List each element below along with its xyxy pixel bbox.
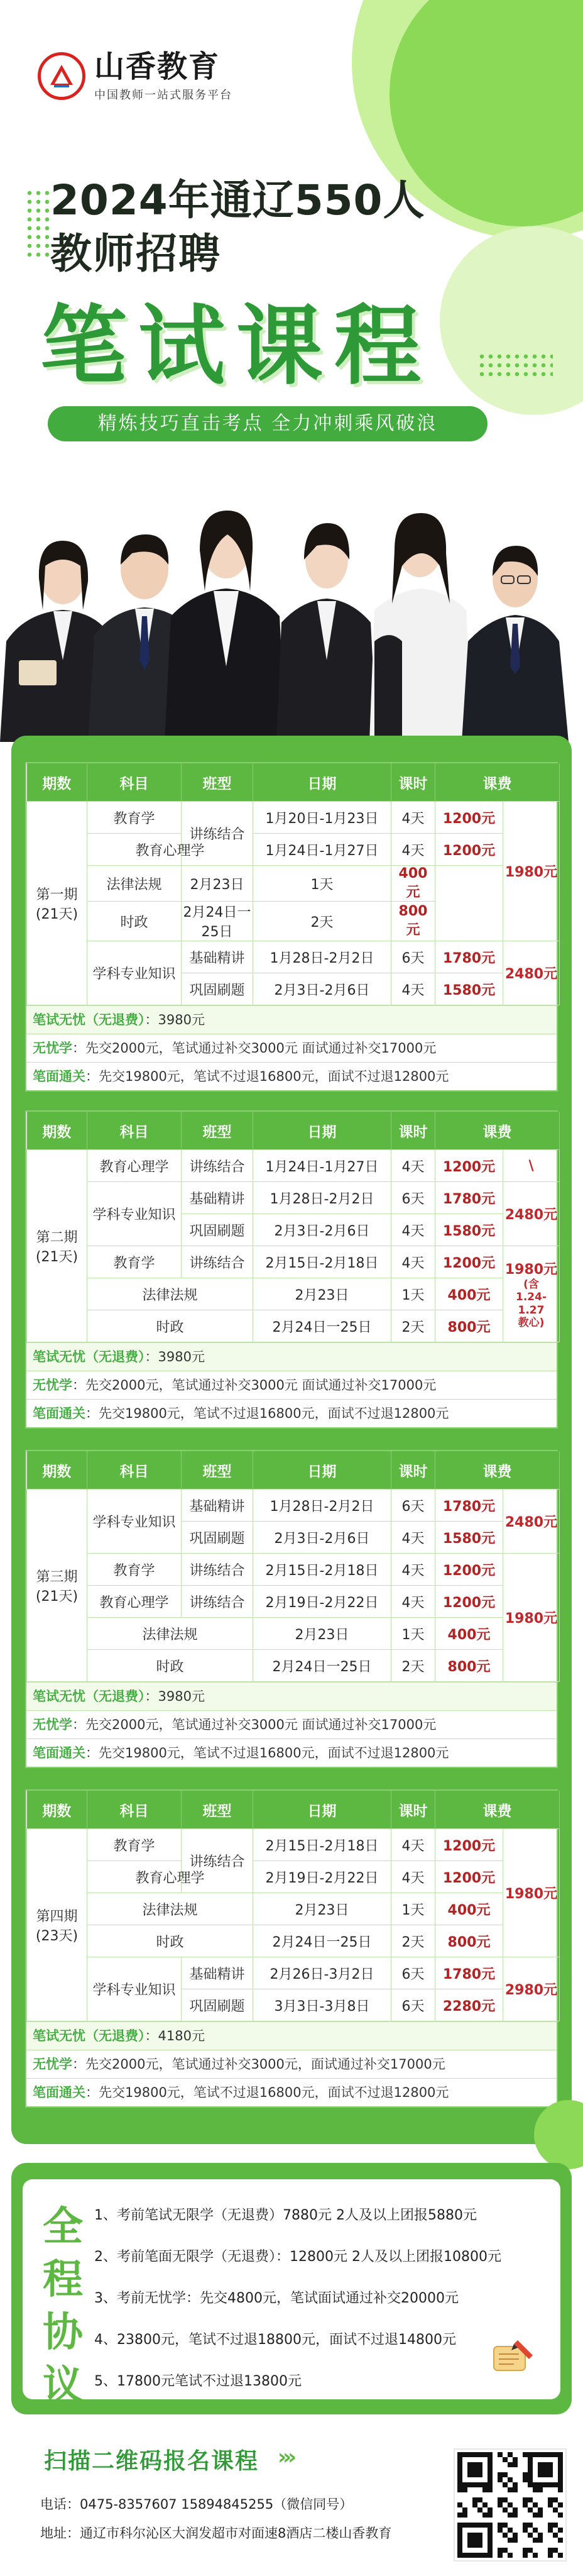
- date-cell: 1月20日-1月23日: [253, 802, 391, 834]
- table-row: [27, 1829, 560, 1861]
- payment-option: [26, 2050, 557, 2078]
- subject-cell: 学科专业知识: [87, 1957, 182, 2021]
- column-header: 课费: [435, 1451, 560, 1490]
- agreement-title: 全 程 协 议: [43, 2204, 83, 2409]
- classtype-cell: 巩固刷题: [182, 1214, 253, 1246]
- table-row: [27, 1861, 560, 1893]
- date-cell: 2月24日一25日: [253, 1925, 391, 1957]
- payment-option-text: ：先交2000元，笔试通过补交3000元 面试通过补交17000元: [72, 1378, 437, 1393]
- payment-option-text: ：先交19800元，笔试不过退16800元，面试不过退12800元: [85, 2085, 449, 2100]
- hours-cell: 2天: [391, 1925, 435, 1957]
- headline-line2: 教师招聘: [50, 229, 221, 278]
- period-days: (21天): [35, 1249, 79, 1265]
- combo-price: 1980元: [504, 1886, 558, 1902]
- fee-cell: 1200元: [435, 1246, 503, 1278]
- date-cell: 2月15日-2月18日: [253, 1554, 391, 1586]
- fee-cell: 1780元: [435, 1957, 503, 1989]
- agreement-item: 1、考前笔试无限学（无退费）7880元 2人及以上团报5880元: [94, 2207, 477, 2223]
- payment-option: [26, 2078, 557, 2106]
- hours-cell: 4天: [391, 1586, 435, 1618]
- column-header: 科目: [87, 1112, 182, 1150]
- payment-option-text: ：先交19800元，笔试不过退16800元，面试不过退12800元: [85, 1069, 449, 1084]
- hours-cell: 6天: [391, 1490, 435, 1522]
- combo-price: 2980元: [504, 1982, 558, 1998]
- fee-cell: 1580元: [435, 1214, 503, 1246]
- date-cell: 2月19日-2月22日: [253, 1861, 391, 1893]
- hours-cell: 2天: [253, 902, 391, 941]
- hours-cell: 4天: [391, 1214, 435, 1246]
- subject-cell: 教育心理学: [87, 834, 253, 866]
- arrows-icon: ›››: [278, 2445, 293, 2470]
- combo-price: 2480元: [504, 966, 558, 982]
- payment-option: [26, 1739, 557, 1767]
- combo-price-cell: [503, 1490, 560, 1554]
- payment-option-label: 无忧学: [33, 1041, 72, 1056]
- course-table: [26, 1791, 560, 2021]
- hours-cell: 2天: [391, 1650, 435, 1682]
- table-row: [27, 1618, 560, 1650]
- combo-price-cell: [503, 1150, 560, 1182]
- date-cell: 2月26日-3月2日: [253, 1957, 391, 1989]
- column-header: 班型: [182, 763, 253, 802]
- fee-cell: 1780元: [435, 1490, 503, 1522]
- scroll-pen-icon: [490, 2334, 537, 2380]
- payment-option-text: ：先交2000元，笔试通过补交3000元 面试通过补交17000元: [72, 1041, 437, 1056]
- subject-cell: 教育学: [87, 1246, 182, 1278]
- combo-price: 2480元: [504, 1515, 558, 1530]
- hours-cell: 1天: [253, 866, 391, 902]
- payment-option-label: 笔试无忧（无退费）: [33, 2028, 145, 2043]
- subject-cell: 时政: [87, 1925, 253, 1957]
- date-cell: 2月19日-2月22日: [253, 1586, 391, 1618]
- date-cell: 2月23日: [253, 1893, 391, 1925]
- period-days: (21天): [35, 1588, 79, 1605]
- classtype-cell: 讲练结合: [182, 1246, 253, 1278]
- classtype-cell: 巩固刷题: [182, 1989, 253, 2021]
- date-cell: 2月23日: [253, 1278, 391, 1310]
- table-header-row: [27, 1112, 560, 1150]
- payment-option-label: 无忧学: [33, 1717, 72, 1732]
- period-table-box: [25, 1110, 558, 1429]
- subject-cell: 时政: [87, 1650, 253, 1682]
- payment-option-label: 无忧学: [33, 2057, 72, 2072]
- course-table: [26, 1112, 560, 1342]
- fee-cell: 800元: [435, 1925, 503, 1957]
- payment-option: [26, 1682, 557, 1710]
- agreement-item: 2、考前笔面无限学（无退费）：12800元 2人及以上团报10800元: [94, 2248, 501, 2265]
- subject-cell: 教育心理学: [87, 1586, 182, 1618]
- table-row: [27, 1893, 560, 1925]
- column-header: 日期: [253, 1112, 391, 1150]
- table-row: [27, 1554, 560, 1586]
- classtype-cell: 基础精讲: [182, 1490, 253, 1522]
- column-header: 科目: [87, 1791, 182, 1829]
- payment-option: [26, 1034, 557, 1062]
- subject-cell: 法律法规: [87, 1618, 253, 1650]
- fee-cell: 1200元: [435, 1861, 503, 1893]
- column-header: 期数: [27, 1791, 87, 1829]
- subject-cell: 法律法规: [87, 1893, 253, 1925]
- combo-price: 1980元: [504, 865, 558, 880]
- payment-option: [26, 2021, 557, 2050]
- payment-option-text: ：3980元: [144, 1689, 205, 1704]
- scan-qr-label: 扫描二维码报名课程: [44, 2448, 259, 2474]
- table-row: [27, 1150, 560, 1182]
- table-row: [27, 1957, 560, 1989]
- brand-name: 山香教育: [94, 49, 221, 84]
- fee-cell: 400元: [435, 1893, 503, 1925]
- classtype-cell: 巩固刷题: [182, 973, 253, 1005]
- payment-option-label: 笔试无忧（无退费）: [33, 1689, 145, 1704]
- combo-price-cell: [503, 1554, 560, 1682]
- date-cell: 1月28日-2月2日: [253, 941, 391, 973]
- hours-cell: 6天: [391, 941, 435, 973]
- headline-title: 笔试课程: [40, 296, 433, 397]
- subject-cell: 法律法规: [87, 866, 182, 902]
- period-days: (21天): [35, 906, 79, 922]
- payment-option-label: 笔面通关: [33, 1406, 85, 1421]
- combo-price: (含: [523, 1278, 539, 1291]
- qr-code[interactable]: [455, 2450, 565, 2560]
- classtype-cell: 讲练结合: [182, 802, 253, 866]
- table-row: [27, 1182, 560, 1214]
- date-cell: 2月3日-2月6日: [253, 973, 391, 1005]
- payment-option-label: 笔面通关: [33, 1745, 85, 1761]
- fee-cell: 1780元: [435, 941, 503, 973]
- period-table-box: [25, 762, 558, 1092]
- fee-cell: 1200元: [435, 1586, 503, 1618]
- date-cell: 2月3日-2月6日: [253, 1522, 391, 1554]
- column-header: 课费: [435, 1791, 560, 1829]
- classtype-cell: 基础精讲: [182, 1957, 253, 1989]
- column-header: 课时: [391, 1112, 435, 1150]
- column-header: 班型: [182, 1112, 253, 1150]
- table-row: [27, 866, 560, 902]
- table-row: [27, 1650, 560, 1682]
- table-header-row: [27, 1791, 560, 1829]
- combo-price: \: [528, 1158, 534, 1174]
- table-row: [27, 1310, 560, 1342]
- payment-option: [26, 1342, 557, 1371]
- column-header: 日期: [253, 1451, 391, 1490]
- subject-cell: 学科专业知识: [87, 1490, 182, 1554]
- hours-cell: 1天: [391, 1278, 435, 1310]
- combo-price-cell: [503, 802, 560, 941]
- date-cell: 2月24日一25日: [182, 902, 253, 941]
- subject-cell: 时政: [87, 1310, 253, 1342]
- table-header-row: [27, 1451, 560, 1490]
- table-header-row: [27, 763, 560, 802]
- table-row: [27, 834, 560, 866]
- headline-line1: 2024年通辽550人: [50, 176, 425, 224]
- fee-cell: 1200元: [435, 1554, 503, 1586]
- date-cell: 1月28日-2月2日: [253, 1490, 391, 1522]
- fee-cell: 1200元: [435, 802, 503, 834]
- payment-option: [26, 1371, 557, 1399]
- hours-cell: 4天: [391, 1829, 435, 1861]
- subject-cell: 教育学: [87, 802, 182, 834]
- contact-info: [40, 2490, 449, 2548]
- payment-option-text: ：先交19800元，笔试不过退16800元，面试不过退12800元: [85, 1406, 449, 1421]
- date-cell: 1月24日-1月27日: [253, 834, 391, 866]
- subject-cell: 教育学: [87, 1829, 182, 1861]
- column-header: 班型: [182, 1451, 253, 1490]
- period-section: [25, 1789, 558, 2108]
- classtype-cell: 讲练结合: [182, 1150, 253, 1182]
- payment-option-label: 笔试无忧（无退费）: [33, 1349, 145, 1364]
- date-cell: 2月3日-2月6日: [253, 1214, 391, 1246]
- period-name: 第四期: [36, 1908, 78, 1925]
- date-cell: 3月3日-3月8日: [253, 1989, 391, 2021]
- column-header: 课时: [391, 1451, 435, 1490]
- classtype-cell: 基础精讲: [182, 941, 253, 973]
- subject-cell: 时政: [87, 902, 182, 941]
- fee-cell: 1780元: [435, 1182, 503, 1214]
- fee-cell: 400元: [435, 1278, 503, 1310]
- column-header: 课费: [435, 763, 560, 802]
- period-name: 第一期: [36, 887, 78, 903]
- table-row: [27, 1246, 560, 1278]
- payment-option-text: ：3980元: [144, 1012, 205, 1027]
- payment-option-text: ：先交2000元，笔试通过补交3000元，面试通过补交17000元: [72, 2057, 445, 2072]
- period-section: [25, 1110, 558, 1429]
- fee-cell: 800元: [391, 902, 435, 941]
- agreement-item: 4、23800元，笔试不过退18800元，面试不过退14800元: [94, 2331, 456, 2348]
- course-table: [26, 763, 560, 1005]
- period-section: [25, 1450, 558, 1768]
- combo-price: 1.24-1.27: [516, 1291, 547, 1317]
- column-header: 班型: [182, 1791, 253, 1829]
- hours-cell: 6天: [391, 1182, 435, 1214]
- classtype-cell: 讲练结合: [182, 1554, 253, 1586]
- table-row: [27, 1490, 560, 1522]
- subject-cell: 学科专业知识: [87, 1182, 182, 1246]
- phone-number[interactable]: 电话：0475-8357607 15894845255（微信同号）: [40, 2497, 353, 2512]
- payment-option-label: 无忧学: [33, 1378, 72, 1393]
- fee-cell: 1200元: [435, 1150, 503, 1182]
- teachers-illustration: [0, 453, 583, 742]
- fee-cell: 1200元: [435, 1829, 503, 1861]
- brand-logo: [38, 50, 232, 102]
- hours-cell: 4天: [391, 1861, 435, 1893]
- subject-cell: 教育心理学: [87, 1150, 182, 1182]
- column-header: 日期: [253, 763, 391, 802]
- combo-price: 2480元: [504, 1207, 558, 1223]
- agreement-item: 5、17800元笔试不过退13800元: [94, 2373, 302, 2389]
- hours-cell: 6天: [391, 1989, 435, 2021]
- bg-dots: [25, 189, 50, 258]
- hours-cell: 6天: [391, 1957, 435, 1989]
- classtype-cell: 讲练结合: [182, 1829, 253, 1893]
- column-header: 期数: [27, 1451, 87, 1490]
- table-row: [27, 1925, 560, 1957]
- period-label: [27, 1150, 87, 1342]
- agreement-list: [94, 2193, 534, 2401]
- combo-price-cell: [503, 941, 560, 1005]
- table-row: [27, 902, 560, 941]
- column-header: 期数: [27, 1112, 87, 1150]
- payment-option-label: 笔试无忧（无退费）: [33, 1012, 145, 1027]
- period-label: [27, 1490, 87, 1682]
- fee-cell: 400元: [391, 866, 435, 902]
- column-header: 课费: [435, 1112, 560, 1150]
- column-header: 科目: [87, 763, 182, 802]
- combo-price: 教心): [518, 1316, 545, 1329]
- period-table-box: [25, 1789, 558, 2108]
- teachers-photo: [0, 453, 583, 742]
- subject-cell: 教育学: [87, 1554, 182, 1586]
- hours-cell: 4天: [391, 1554, 435, 1586]
- date-cell: 2月15日-2月18日: [253, 1829, 391, 1861]
- date-cell: 1月24日-1月27日: [253, 1150, 391, 1182]
- subject-cell: 法律法规: [87, 1278, 253, 1310]
- hours-cell: 4天: [391, 1246, 435, 1278]
- hours-cell: 2天: [391, 1310, 435, 1342]
- period-section: [25, 762, 558, 1092]
- bg-circle: [440, 226, 583, 415]
- table-row: [27, 1278, 560, 1310]
- subject-cell: 教育心理学: [87, 1861, 253, 1893]
- date-cell: 2月15日-2月18日: [253, 1246, 391, 1278]
- fee-cell: 1580元: [435, 1522, 503, 1554]
- column-header: 日期: [253, 1791, 391, 1829]
- combo-price: 1980元: [504, 1611, 558, 1627]
- classtype-cell: 基础精讲: [182, 1182, 253, 1214]
- fee-cell: 400元: [435, 1618, 503, 1650]
- fee-cell: 1580元: [435, 973, 503, 1005]
- logo-icon: [38, 52, 85, 100]
- brand-tagline: 中国教师一站式服务平台: [94, 88, 232, 102]
- table-row: [27, 941, 560, 973]
- date-cell: 2月24日一25日: [253, 1310, 391, 1342]
- payment-option-text: ：先交19800元，笔试不过退16800元，面试不过退12800元: [85, 1745, 449, 1761]
- fee-cell: 800元: [435, 1650, 503, 1682]
- hours-cell: 4天: [391, 1150, 435, 1182]
- column-header: 课时: [391, 1791, 435, 1829]
- combo-price-cell: [503, 1957, 560, 2021]
- hours-cell: 4天: [391, 802, 435, 834]
- slogan-banner: 精炼技巧直击考点 全力冲刺乘风破浪: [48, 406, 488, 441]
- fee-cell: 1200元: [435, 834, 503, 866]
- payment-option: [26, 1710, 557, 1739]
- payment-option: [26, 1399, 557, 1427]
- hours-cell: 1天: [391, 1893, 435, 1925]
- payment-option-text: ：3980元: [144, 1349, 205, 1364]
- payment-option: [26, 1062, 557, 1090]
- column-header: 期数: [27, 763, 87, 802]
- combo-price-cell: [503, 1182, 560, 1246]
- period-days: (23天): [35, 1928, 79, 1944]
- bg-dots: [477, 352, 553, 377]
- classtype-cell: 讲练结合: [182, 1586, 253, 1618]
- period-label: [27, 802, 87, 1005]
- date-cell: 1月28日-2月2日: [253, 1182, 391, 1214]
- fee-cell: 2280元: [435, 1989, 503, 2021]
- period-table-box: [25, 1450, 558, 1768]
- agreement-item: 3、考前无忧学：先交4800元，笔试面试通过补交20000元: [94, 2290, 459, 2306]
- payment-option-text: ：先交2000元，笔试通过补交3000元 面试通过补交17000元: [72, 1717, 437, 1732]
- combo-price-cell: [503, 1246, 560, 1342]
- subject-cell: 学科专业知识: [87, 941, 182, 1005]
- combo-price-cell: [503, 1829, 560, 1957]
- hours-cell: 4天: [391, 1522, 435, 1554]
- payment-option-label: 笔面通关: [33, 2085, 85, 2100]
- fee-cell: 800元: [435, 1310, 503, 1342]
- qr-code-icon: [457, 2452, 563, 2558]
- period-label: [27, 1829, 87, 2021]
- date-cell: 2月23日: [253, 1618, 391, 1650]
- table-row: [27, 802, 560, 834]
- combo-price: 1980元: [504, 1261, 558, 1278]
- column-header: 科目: [87, 1451, 182, 1490]
- payment-option-text: ：4180元: [144, 2028, 205, 2043]
- hours-cell: 4天: [391, 834, 435, 866]
- payment-option: [26, 1005, 557, 1034]
- date-cell: 2月24日一25日: [253, 1650, 391, 1682]
- column-header: 课时: [391, 763, 435, 802]
- course-table: [26, 1451, 560, 1682]
- hours-cell: 4天: [391, 973, 435, 1005]
- address: 地址：通辽市科尔沁区大润发超市对面速8酒店二楼山香教育: [40, 2526, 392, 2541]
- table-row: [27, 1586, 560, 1618]
- classtype-cell: 巩固刷题: [182, 1522, 253, 1554]
- hours-cell: 1天: [391, 1618, 435, 1650]
- date-cell: 2月23日: [182, 866, 253, 902]
- period-name: 第二期: [36, 1229, 78, 1246]
- period-name: 第三期: [36, 1569, 78, 1585]
- payment-option-label: 笔面通关: [33, 1069, 85, 1084]
